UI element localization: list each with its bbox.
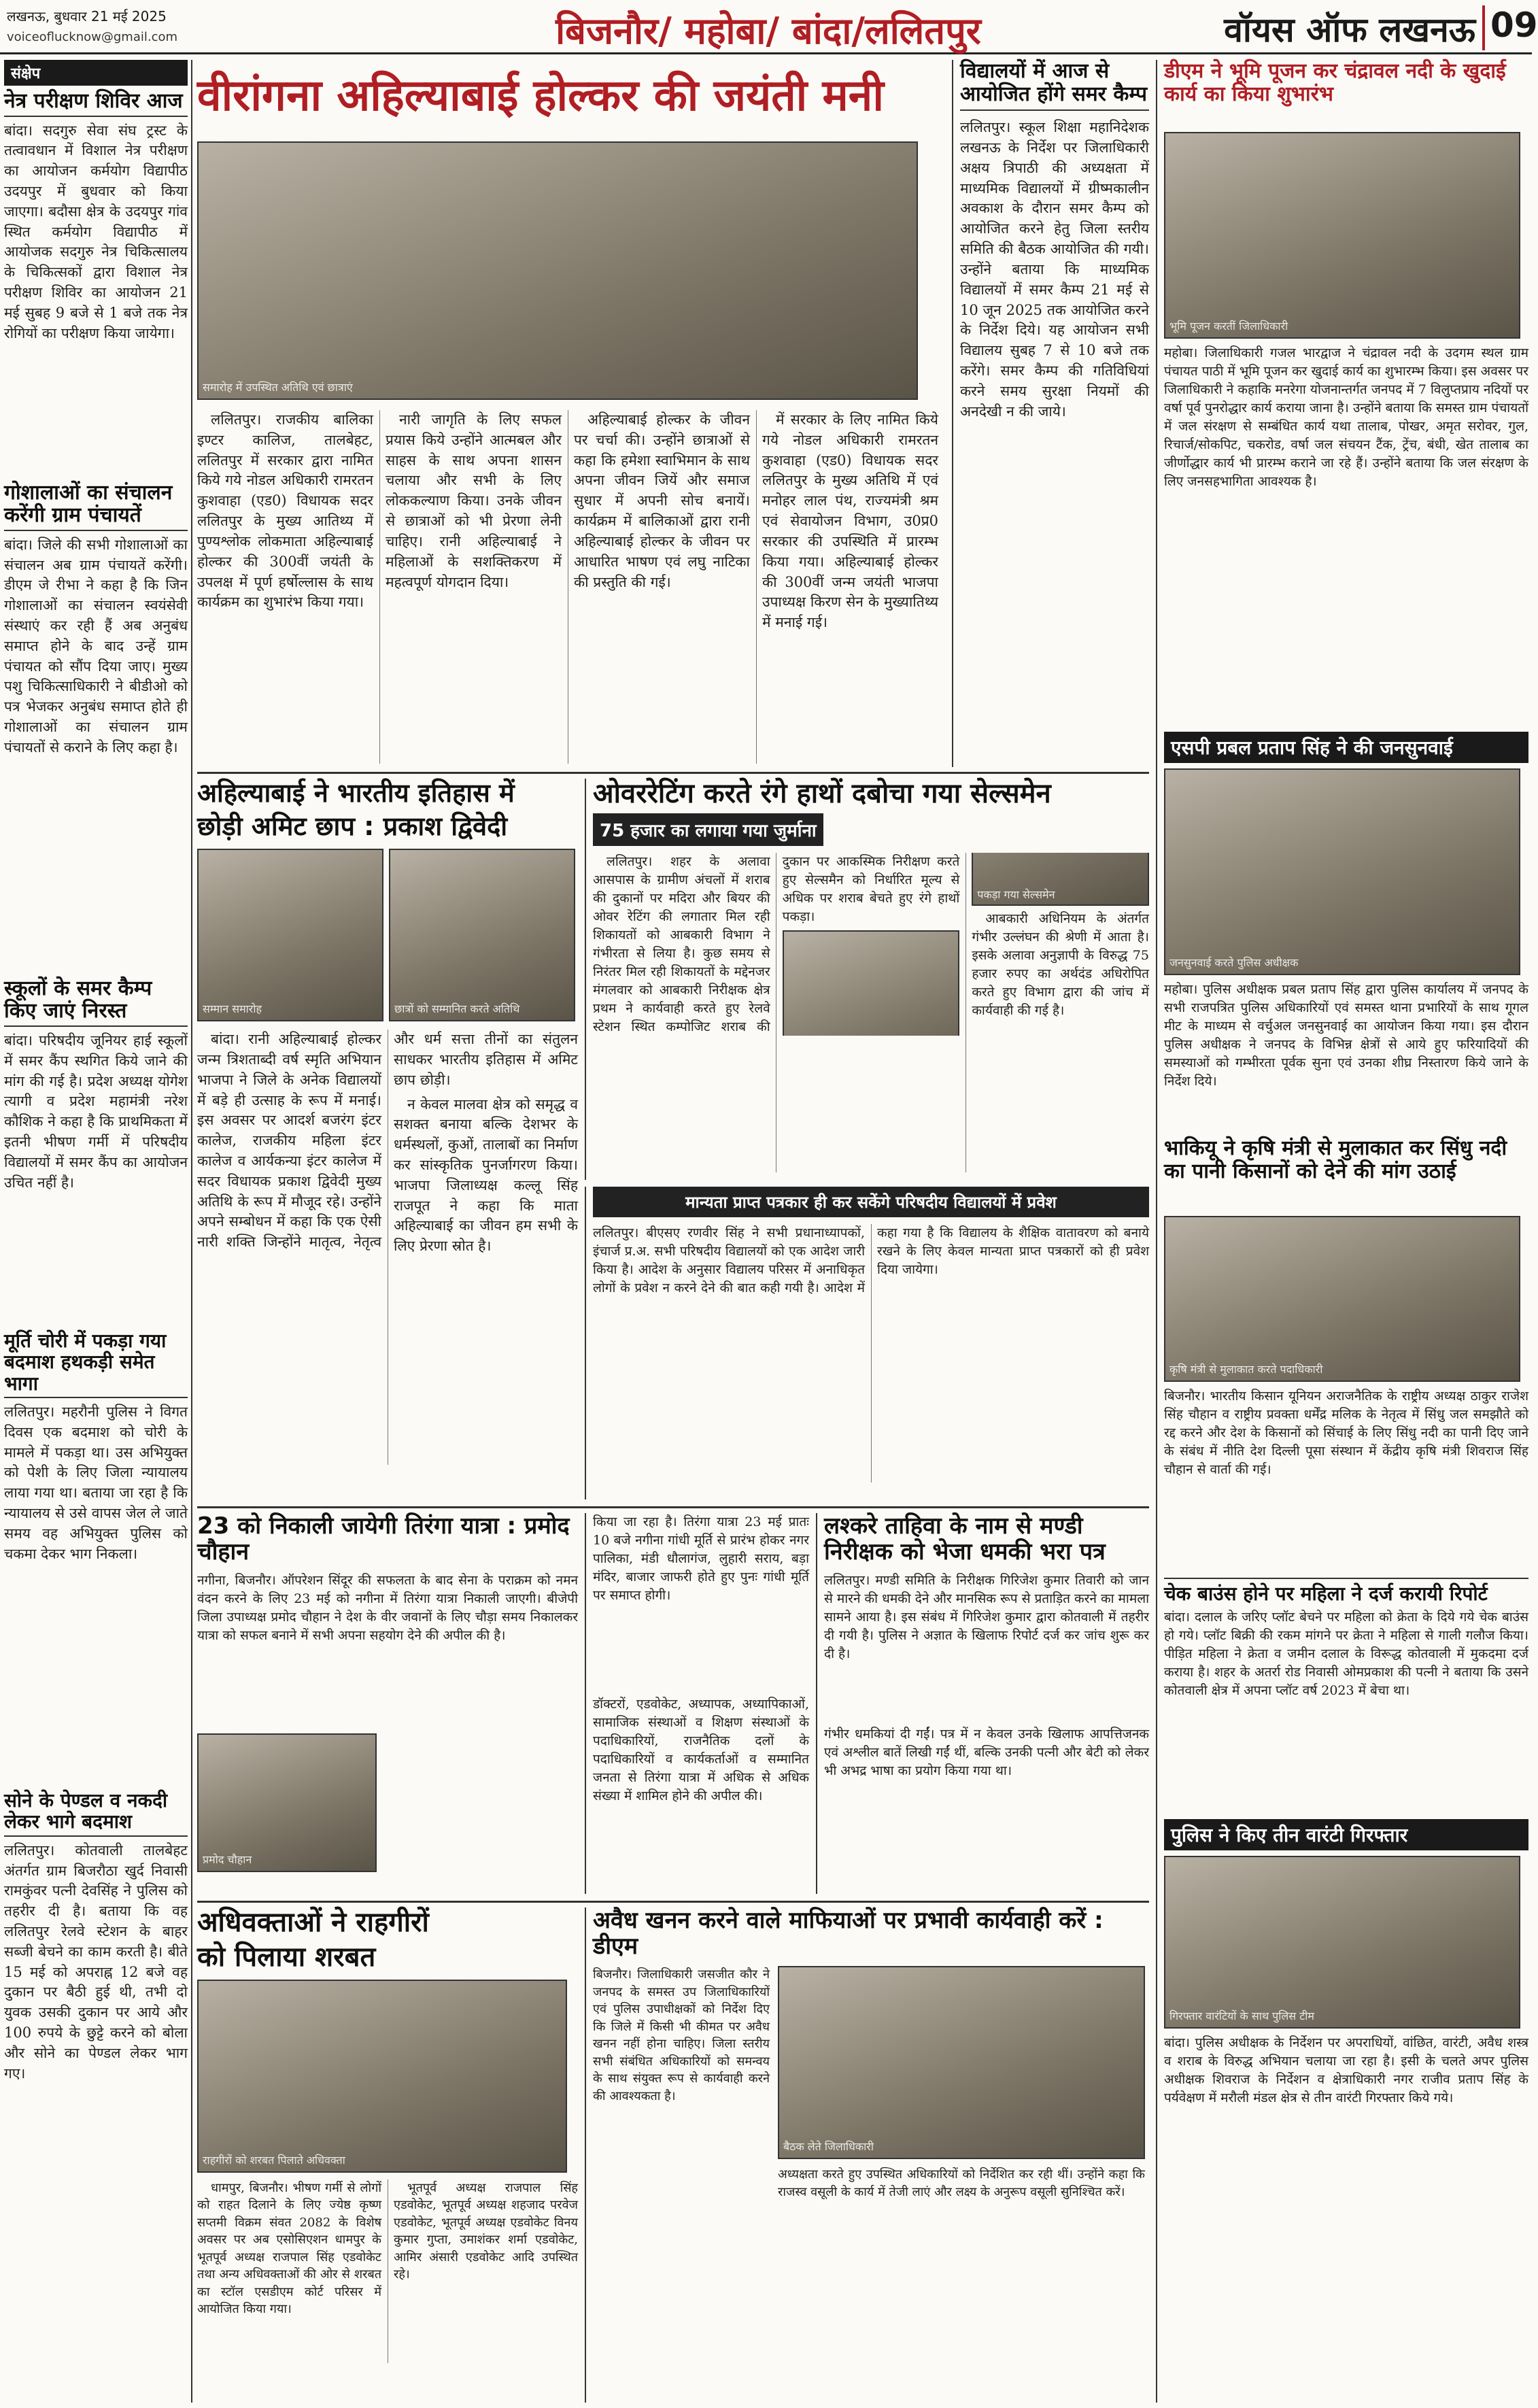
lead-paragraph: में सरकार के लिए नामित किये गये नोडल अधिकारी रामरतन कुशवाहा (एड0) विधायक सदर ललितपुर के मुख्य अतिथि में एवं मनोहर लाल पंथ, राज्यमंत्री श्रम एवं सेवायोजन विभाग, उ0प्र0 सरकार की उपस्थिति में प्रारम्भ किया गया। अहिल्याबाई होल्कर की 300वीं जन्म जयंती भाजपा उपाध्यक्ष किरण सेन के मुख्यातिथ्य में मनाई गई। [762,411,938,631]
warrant-headline: पुलिस ने किए तीन वारंटी गिरफ्तार [1164,1819,1528,1850]
lead-story [197,60,945,767]
lead-paragraph: अहिल्याबाई होल्कर के जीवन पर चर्चा की। उन्होंने छात्राओं से कहा कि हमेशा स्वाभिमान के साथ अपना जीवन जियें और समाज सुधार में अपनी सोच बनायें। कार्यक्रम में बालिकाओं द्वारा रानी अहिल्याबाई होल्कर के जीवन पर आधारित भाषण एवं लघु नाटिका की प्रस्तुति की गई। [574,411,750,590]
right-column [1156,60,1528,2403]
warrant-photo [1164,1856,1520,2029]
issue-date: लखनऊ, बुधवार 21 मई 2025 [7,8,167,24]
ahilya-headline-1: अहिल्याबाई ने भारतीय इतिहास में [197,778,515,808]
sidebar [4,60,188,2403]
summer-camp-body: ललितपुर। स्कूल शिक्षा महानिदेशक लखनऊ के निर्देश पर जिलाधिकारी अक्षय त्रिपाठी की अध्यक्षता में माध्यमिक विद्यालयों में ग्रीष्मकालीन अवकाश के दौरान समर कैम्प को आयोजित करने हेतु जिला स्तरीय समिति की बैठक आयोजित की गयी। उन्होंने बताया कि माध्यमिक विद्यालयों में समर कैम्प 21 मई से 10 जून 2025 तक आयोजित करने के निर्देश दिये। यह आयोजन सभी विद्यालय सुबह 7 से 10 बजे तक करेंगे। समर कैम्प की गतिविधियां करने समय सुरक्षा नियमों की अनदेखी न की जाये। [960,119,1149,420]
summer-camp-headline: विद्यालयों में आज से आयोजित होंगे समर कैम्प [960,60,1149,111]
bhakiyu-photo [1164,1216,1520,1382]
tiranga-body-2: किया जा रहा है। तिरंगा यात्रा 23 मई प्रातः 10 बजे नगीना गांधी मूर्ति से प्रारंभ होकर नगर पालिका, मंडी धौलागंज, लुहारी सराय, बड़ा मंदिर, बाजार जाफरी होते हुए पुनः गांधी मूर्ति पर समाप्त होगी। [593,1514,809,1603]
page-number: 09 [1482,5,1530,50]
sharbat-paragraph: धामपुर, बिजनौर। भीषण गर्मी से लोगों को राहत दिलाने के लिए ज्येष्ठ कृष्ण सप्तमी विक्रम संवत 2082 के विशेष अवसर पर अब एसोसिएशन धामपुर के भूतपूर्व अध्यक्ष राजपाल सिंह एडवोकेट तथा अन्य अधिवक्ताओं की ओर से शरबत का स्टॉल एसडीएम कोर्ट परिसर में आयोजित किया गया। [197,2180,381,2317]
overrating-paragraph: ललितपुर। शहर के अलावा आसपास के ग्रामीण अंचलों में शराब की दुकानों पर मदिरा और बियर की ओवर रेटिंग की लगातार मिल रही शिकायतों को आबकारी विभाग ने गंभीरता से लिया है। कुछ समय से निरंतर मिल रही शिकायतों के मद्देनजर मंगलवार को आबकारी निरीक्षक क्षेत्र प्रथम ने कार्यवाही करते हुए रेलवे स्टेशन स्थित कम्पोजिट शराब की दुकान पर आकस्मिक निरीक्षण करते हुए सेल्समैन को निर्धारित मूल्य से अधिक पर शराब बेचते हुए रंगे हाथों पकड़ा। [593,853,960,1034]
bhakiyu-headline: भाकियू ने कृषि मंत्री से मुलाकात कर सिंधु नदी का पानी किसानों को देने की मांग उठाई [1164,1136,1507,1183]
tiranga-photo-caption: प्रमोद चौहान [203,1853,252,1867]
lead-paragraph: नारी जागृति के लिए सफल प्रयास किये उन्होंने आत्मबल और साहस के साथ अपना शासन चलाया और सभी के लिए लोककल्याण किया। उनके जीवन से छात्राओं को भी प्रेरणा लेनी चाहिए। रानी अहिल्याबाई ने महिलाओं के सशक्तिकरण में महत्वपूर्ण योगदान दिया। [386,411,562,590]
ahilya-paragraph: न केवल मालवा क्षेत्र को समृद्ध व सशक्त बनाया बल्कि देशभर के धर्मस्थलों, कुओं, तालाबों का निर्माण कर सांस्कृतिक पुनर्जागरण किया। भाजपा जिलाध्यक्ष कल्लू सिंह राजपूत ने कहा कि माता अहिल्याबाई का जीवन हम सभी के लिए प्रेरणा स्रोत है। [394,1096,578,1255]
masthead [0,0,1538,54]
section-divider [197,772,1149,774]
sidebar-item [4,1790,188,2167]
mining-headline: अवैध खनन करने वाले माफियाओं पर प्रभावी कार्यवाही करें : डीएम [593,1907,1104,1961]
admission-story [585,1187,1149,1499]
sidebar-item-body: ललितपुर। कोतवाली तालबेहट अंतर्गत ग्राम बिजरौठा खुर्द निवासी रामकुंवर पत्नी देवसिंह ने पुलिस को तहरीर दी है। बताया कि वह ललितपुर रेलवे स्टेशन के बाहर सब्जी बेचने का काम करती है। बीते 15 मई को अपराह्न 12 बजे वह दुकान पर बैठी हुई थी, तभी दो युवक उसकी दुकान पर आये और 100 रुपये के छुट्टे करने को बोला और सोने का पेण्डल लेकर भाग गए। [4,1842,188,2082]
sharbat-story [197,1907,578,2403]
sp-hearing-photo-caption: जनसुनवाई करते पुलिस अधीक्षक [1169,956,1299,969]
sharbat-paragraph: भूतपूर्व अध्यक्ष राजपाल सिंह एडवोकेट, भूतपूर्व अध्यक्ष शहजाद परवेज एडवोकेट, भूतपूर्व अध्यक्ष एडवोकेट विनय कुमार गुप्ता, उमाशंकर शर्मा एडवोकेट, आमिर अंसारी एडवोकेट आदि उपस्थित रहे। [394,2180,578,2282]
overrating-headline: ओवररेटिंग करते रंगे हाथों दबोचा गया सेल्समेन [593,778,1051,809]
ahilya-photo [197,849,383,1021]
tiranga-body-3: डॉक्टरों, एडवोकेट, अध्यापक, अध्यापिकाओं, सामाजिक संस्थाओं व शिक्षण संस्थाओं के पदाधिकारियों, राजनैतिक दलों के पदाधिकारियों व कार्यकर्ताओं व सम्मानित जनता से तिरंगा यात्रा में अधिक से अधिक संख्या में शामिल होने की अपील की। [593,1697,809,1803]
contact-email: voiceoflucknow@gmail.com [7,30,178,44]
sidebar-item [4,977,188,1323]
sidebar-item-headline: नेत्र परीक्षण शिविर आज [4,90,188,117]
sidebar-item-headline: सोने के पेण्डल व नकदी लेकर भागे बदमाश [4,1790,188,1837]
dm-cleanup-photo [1164,132,1520,339]
sidebar-item-body: ललितपुर। महरौनी पुलिस ने विगत दिवस एक बदमाश को चोरी के मामले में पकड़ा था। उस अभियुक्त को पेशी के लिए जिला न्यायालय लाया गया था। बताया जा रहा है कि न्यायालय से उसे वापस जेल ले जाते समय वह अभियुक्त पुलिस को चकमा देकर भाग निकला। [4,1404,188,1562]
dm-cleanup-body: महोबा। जिलाधिकारी गजल भारद्वाज ने चंद्रावल नदी के उदगम स्थल ग्राम पंचायत पाठी में भूमि पूजन कर खुदाई कार्य का शुभारम्भ किया। इस अवसर पर जिलाधिकारी ने कहाकि मनरेगा योजनान्तर्गत जनपद में 7 विलुप्तप्राय नदियों पर वर्षा पूर्व पुनरोद्धार कार्य कराया जाना है। उन्होंने बताया कि समस्त ग्राम पंचायतों में जल संरक्षण से सम्बंधित कार्य यथा तालाब, पोखर, अमृत सरोवर, गुल, रिचार्ज/सोकपिट, चकरोड, वर्षा जल संचयन टैंक, ट्रेंच, बंधी, खेत तालाब का जीर्णोद्धार कार्य भी प्रारम्भ कराने जा रहे हैं। उन्होंने बताया कि जल संरक्षण के लिए जनसहभागिता आवश्यक है। [1164,345,1528,489]
lashkar-headline: लश्करे ताहिवा के नाम से मण्डी निरीक्षक को भेजा धमकी भरा पत्र [824,1512,1106,1566]
sharbat-photo-caption: राहगीरों को शरबत पिलाते अधिवक्ता [203,2153,345,2167]
mining-photo [778,1966,1145,2159]
lead-paragraph: ललितपुर। राजकीय बालिका इण्टर कालिज, तालबेहट, ललितपुर में सरकार द्वारा नामित किये गये नोडल अधिकारी रामरतन कुशवाहा (एड0) विधायक सदर ललितपुर के मुख्य आतिथ्य में पुण्यश्लोक लोकमाता अहिल्याबाई होल्कर की 300वीं जयंती के उपलक्ष में पूर्ण हर्षोल्लास के साथ कार्यक्रम का शुभारंभ किया गया। [197,411,373,611]
lashkar-story [816,1513,1149,1894]
mining-body: बिजनौर। जिलाधिकारी जसजीत कौर ने जनपद के समस्त उप जिलाधिकारियों एवं पुलिस उपाधीक्षकों को निर्देश दिए कि जिले में किसी भी कीमत पर अवैध खनन नहीं होना चाहिए। जिला स्तरीय सभी संबंधित अधिकारियों को समन्वय के साथ संयुक्त रूप से कार्यवाही करने की आवश्यकता है। [593,1967,770,2103]
cheque-body: बांदा। दलाल के जरिए प्लॉट बेचने पर महिला को क्रेता के दिये गये चेक बाउंस हो गये। प्लॉट बिक्री की रकम मांगने पर क्रेता ने महिला से गाली गलौज किया। पीड़ित महिला ने क्रेता व जमीन दलाल के विरूद्ध कोतवाली में मुकदमा दर्ज कराया है। शहर के अतर्रा रोड निवासी ओमप्रकाश की पत्नी ने बताया कि उसने कोतवाली क्षेत्र में अपना प्लॉट वर्ष 2023 में बेचा था। [1164,1610,1528,1699]
overrating-paragraph: आबकारी अधिनियम के अंतर्गत गंभीर उल्लंघन की श्रेणी में आता है। इसके अलावा अनुज्ञापी के विरुद्ध 75 हजार रुपए का अर्थदंड अधिरोपित करते हुए विभाग द्वारा की जांच में कार्यवाही की गई है। [972,911,1149,1018]
sidebar-item [4,1330,188,1783]
dm-cleanup-photo-caption: भूमि पूजन करतीं जिलाधिकारी [1169,320,1288,333]
ahilya-photo-row [197,849,578,1021]
tiranga-headline: 23 को निकाली जायेगी तिरंगा यात्रा : प्रमोद चौहान [197,1512,570,1566]
mining-right [778,1966,1145,2374]
sidebar-item-body: बांदा। परिषदीय जूनियर हाई स्कूलों में समर कैंप स्थगित किये जाने की मांग की गई है। प्रदेश अध्यक्ष योगेश त्यागी व प्रदेश महामंत्री नरेश कौशिक ने कहा है कि प्राथमिकता में इतनी भीषण गर्मी में परिषदीय विद्यालयों में समर कैंप का आयोजन उचित नहीं है। [4,1032,188,1191]
admission-headline: मान्यता प्राप्त पत्रकार ही कर सकेंगे परिषदीय विद्यालयों में प्रवेश [593,1187,1149,1217]
mining-body-2: अध्यक्षता करते हुए उपस्थित अधिकारियों को निर्देशित कर रही थीं। उन्होंने कहा कि राजस्व वसूली के कार्य में तेजी लाएं और लक्ष्य के अनुरूप वसूली सुनिश्चित करें। [778,2167,1145,2199]
ahilya-story [197,779,578,1499]
sharbat-headline-2: को पिलाया शरबत [197,1941,376,1973]
overrating-photo-caption: पकड़ा गया सेल्समेन [977,887,1055,901]
lashkar-body-2: गंभीर धमकियां दी गईं। पत्र में न केवल उनके खिलाफ आपत्तिजनक एवं अश्लील बातें लिखी गईं थीं, बल्कि उनकी पत्नी और बेटी को लेकर भी अभद्र भाषा का प्रयोग किया गया था। [824,1727,1149,1779]
sidebar-item-body: बांदा। सदगुरु सेवा संघ ट्रस्ट के तत्वावधान में विशाल नेत्र परीक्षण का आयोजन कर्मयोग विद्यापीठ उदयपुर में बुधवार को किया जाएगा। बदौसा क्षेत्र के उदयपुर गांव स्थित कर्मयोग विद्यापीठ में आयोजक सदगुरु नेत्र चिकित्सालय के चिकित्सकों द्वारा विशाल नेत्र परीक्षण शिविर का आयोजन 21 मई सुबह 9 बजे से 1 बजे तक नेत्र रोगियों का परीक्षण किया जायेगा। [4,122,188,341]
ahilya-body [197,1030,578,1465]
sp-hearing-body: महोबा। पुलिस अधीक्षक प्रबल प्रताप सिंह द्वारा पुलिस कार्यालय में जनपद के सभी राजपत्रित पुलिस अधिकारियों एवं समस्त थाना प्रभारियों के साथ गूगल मीट के माध्यम से वर्चुअल जनसुनवाई का आयोजन किया गया। इस दौरान पुलिस अधीक्षक ने जनपद के विभिन्न क्षेत्रों से आये हुए फरियादियों की समस्याओं को गम्भीरता पूर्वक सुना एवं उनका शीघ्र निस्तारण किये जाने के निर्देश दिये। [1164,982,1528,1089]
admission-body: ललितपुर। बीएसए रणवीर सिंह ने सभी प्रधानाध्यापकों, इंचार्ज प्र.अ. सभी परिषदीय विद्यालयों को एक आदेश जारी किया है। आदेश के अनुसार विद्यालय परिसर में अनाधिकृत लोगों के प्रवेश न करने देने की बात कही गयी है। आदेश में कहा गया है कि विद्यालय के शैक्षिक वातावरण को बनाये रखने के लिए केवल मान्यता प्राप्त पत्रकारों को ही प्रवेश दिया जायेगा। [593,1225,1149,1295]
lead-headline: वीरांगना अहिल्याबाई होल्कर की जयंती मनी [197,71,884,121]
sharbat-body [197,2180,578,2363]
lashkar-body: ललितपुर। मण्डी समिति के निरीक्षक गिरिजेश कुमार तिवारी को जान से मारने की धमकी देने और मानसिक रूप से प्रताड़ित करने का मामला सामने आया है। इस संबंध में गिरिजेश कुमार द्वारा कोतवाली में तहरीर दी गयी है। पुलिस ने अज्ञात के खिलाफ रिपोर्ट दर्ज कर जांच शुरू कर दी है। [824,1573,1149,1662]
sidebar-label: संक्षेप [4,60,188,86]
mining-story [585,1907,1149,2403]
sidebar-item-headline: स्कूलों के समर कैम्प किए जाएं निरस्त [4,977,188,1027]
ahilya-photo-caption: छात्रों को सम्मानित करते अतिथि [394,1002,520,1016]
dm-cleanup-headline: डीएम ने भूमि पूजन कर चंद्रावल नदी के खुदाई कार्य का किया शुभारंभ [1164,59,1506,106]
lead-photo-caption: समारोह में उपस्थित अतिथि एवं छात्राएं [203,381,353,394]
warrant-photo-caption: गिरफ्तार वारंटियों के साथ पुलिस टीम [1169,2010,1314,2023]
section-divider [197,1506,1149,1508]
lead-body [197,410,938,764]
ahilya-photo-caption: सम्मान समारोह [203,1002,262,1016]
tiranga-body: नगीना, बिजनौर। ऑपरेशन सिंदूर की सफलता के बाद सेना के पराक्रम को नमन वंदन करने के लिए 23 मई को नगीना में तिरंगा यात्रा निकाली जाएगी। बीजेपी जिला उपाध्यक्ष प्रमोद चौहान ने देश के वीर जवानों के लिए चौड़ा समय निकालकर यात्रा को सफल बनाने में सभी अपना सहयोग देने की अपील की है। [197,1573,578,1644]
newspaper-brand: वॉयस ऑफ लखनऊ [1224,10,1475,50]
section-divider [197,1901,1149,1903]
sidebar-item [4,481,188,970]
tiranga-story [197,1513,578,1894]
sharbat-photo [197,1980,567,2173]
summer-camp-story [952,60,1149,767]
bhakiyu-photo-caption: कृषि मंत्री से मुलाकात करते पदाधिकारी [1169,1363,1323,1376]
tiranga-photo [197,1733,377,1872]
sidebar-item [4,90,188,475]
warrant-body: बांदा। पुलिस अधीक्षक के निर्देशन पर अपराधियों, वांछित, वारंटी, अवैध शस्त्र व शराब के विरुद्ध अभियान चलाया जा रहा है। इसी के चलते अपर पुलिस अधीक्षक शिवराज के निर्देशन व क्षेत्राधिकारी नगर राजीव प्रताप सिंह के पर्यवेक्षण में मरौली मंडल क्षेत्र से तीन वारंटी गिरफ्तार किये गये। [1164,2035,1528,2106]
cheque-headline: चेक बाउंस होने पर महिला ने दर्ज करायी रिपोर्ट [1164,1578,1528,1604]
sharbat-headline-1: अधिवक्ताओं ने राहगीरों [197,1907,429,1938]
mining-photo-caption: बैठक लेते जिलाधिकारी [783,2140,874,2154]
bhakiyu-body: बिजनौर। भारतीय किसान यूनियन अराजनैतिक के राष्ट्रीय अध्यक्ष ठाकुर राजेश सिंह चौहान व राष्ट्रीय प्रवक्ता धर्मेंद्र मलिक के नेतृत्व में सिंधु जल समझौते को रद्द करने और देश के किसानों को सिंचाई के लिए सिंधु नदी का पानी दिए जाने के संबंध में नीति देश दिल्ली पूसा संस्थान में केंद्रीय कृषि मंत्री शिवराज सिंह चौहान से वार्ता की गई। [1164,1389,1528,1477]
ahilya-headline-2: छोड़ी अमिट छाप : प्रकाश द्विवेदी [197,811,508,841]
mining-layout [593,1966,1149,2374]
overrating-story [585,779,1149,1180]
section-title: बिजनौर/ महोबा/ बांदा/ललितपुर [556,10,981,52]
overrating-subhead: 75 हजार का लगाया गया जुर्माना [593,813,823,846]
sidebar-item-headline: मूर्ति चोरी में पकड़ा गया बदमाश हथकड़ी समेत भागा [4,1330,188,1398]
sp-hearing-headline: एसपी प्रबल प्रताप सिंह ने की जनसुनवाई [1164,732,1528,763]
ahilya-paragraph: बांदा। रानी अहिल्याबाई होल्कर जन्म त्रिशताब्दी वर्ष स्मृति अभियान भाजपा ने जिले के अनेक विद्यालयों में बड़े ही उत्साह के रूप में मनाई। इस अवसर पर आदर्श बजरंग इंटर कालेज, राजकीय महिला इंटर कालेज व आर्यकन्या इंटर कालेज में सदर विधायक प्रकाश द्विवेदी मुख्य अतिथि के रूप में मौजूद रहे। उन्होंने अपने सम्बोधन में कहा कि एक ऐसी नारी शक्ति जिन्होंने मातृत्व, नेतृत्व और धर्म सत्ता तीनों का संतुलन साधकर भारतीय इतिहास में अमिट छाप छोड़ी। [197,1031,578,1251]
sp-hearing-photo [1164,768,1520,975]
column-divider [191,60,192,2403]
lead-photo [197,141,918,400]
sidebar-item-body: बांदा। जिले की सभी गोशालाओं का संचालन अब ग्राम पंचायतें करेंगी। डीएम जे रीभा ने कहा है कि जिन गोशालाओं का संचालन स्वयंसेवी संस्थाएं कर रही हैं अब अनुबंध समाप्त होने के बाद उन्हें ग्राम पंचायत को सौंप दिया जाए। मुख्य पशु चिकित्साधिकारी ने बीडीओ को पत्र भेजकर अनुबंध समाप्त होते ही गोशालाओं का संचालन ग्राम पंचायतों से कराने के लिए कहा है। [4,536,188,756]
tiranga-continued [585,1513,809,1894]
overrating-body [593,853,1149,1172]
sidebar-item-headline: गोशालाओं का संचालन करेंगी ग्राम पंचायतें [4,481,188,531]
ahilya-photo [389,849,575,1021]
